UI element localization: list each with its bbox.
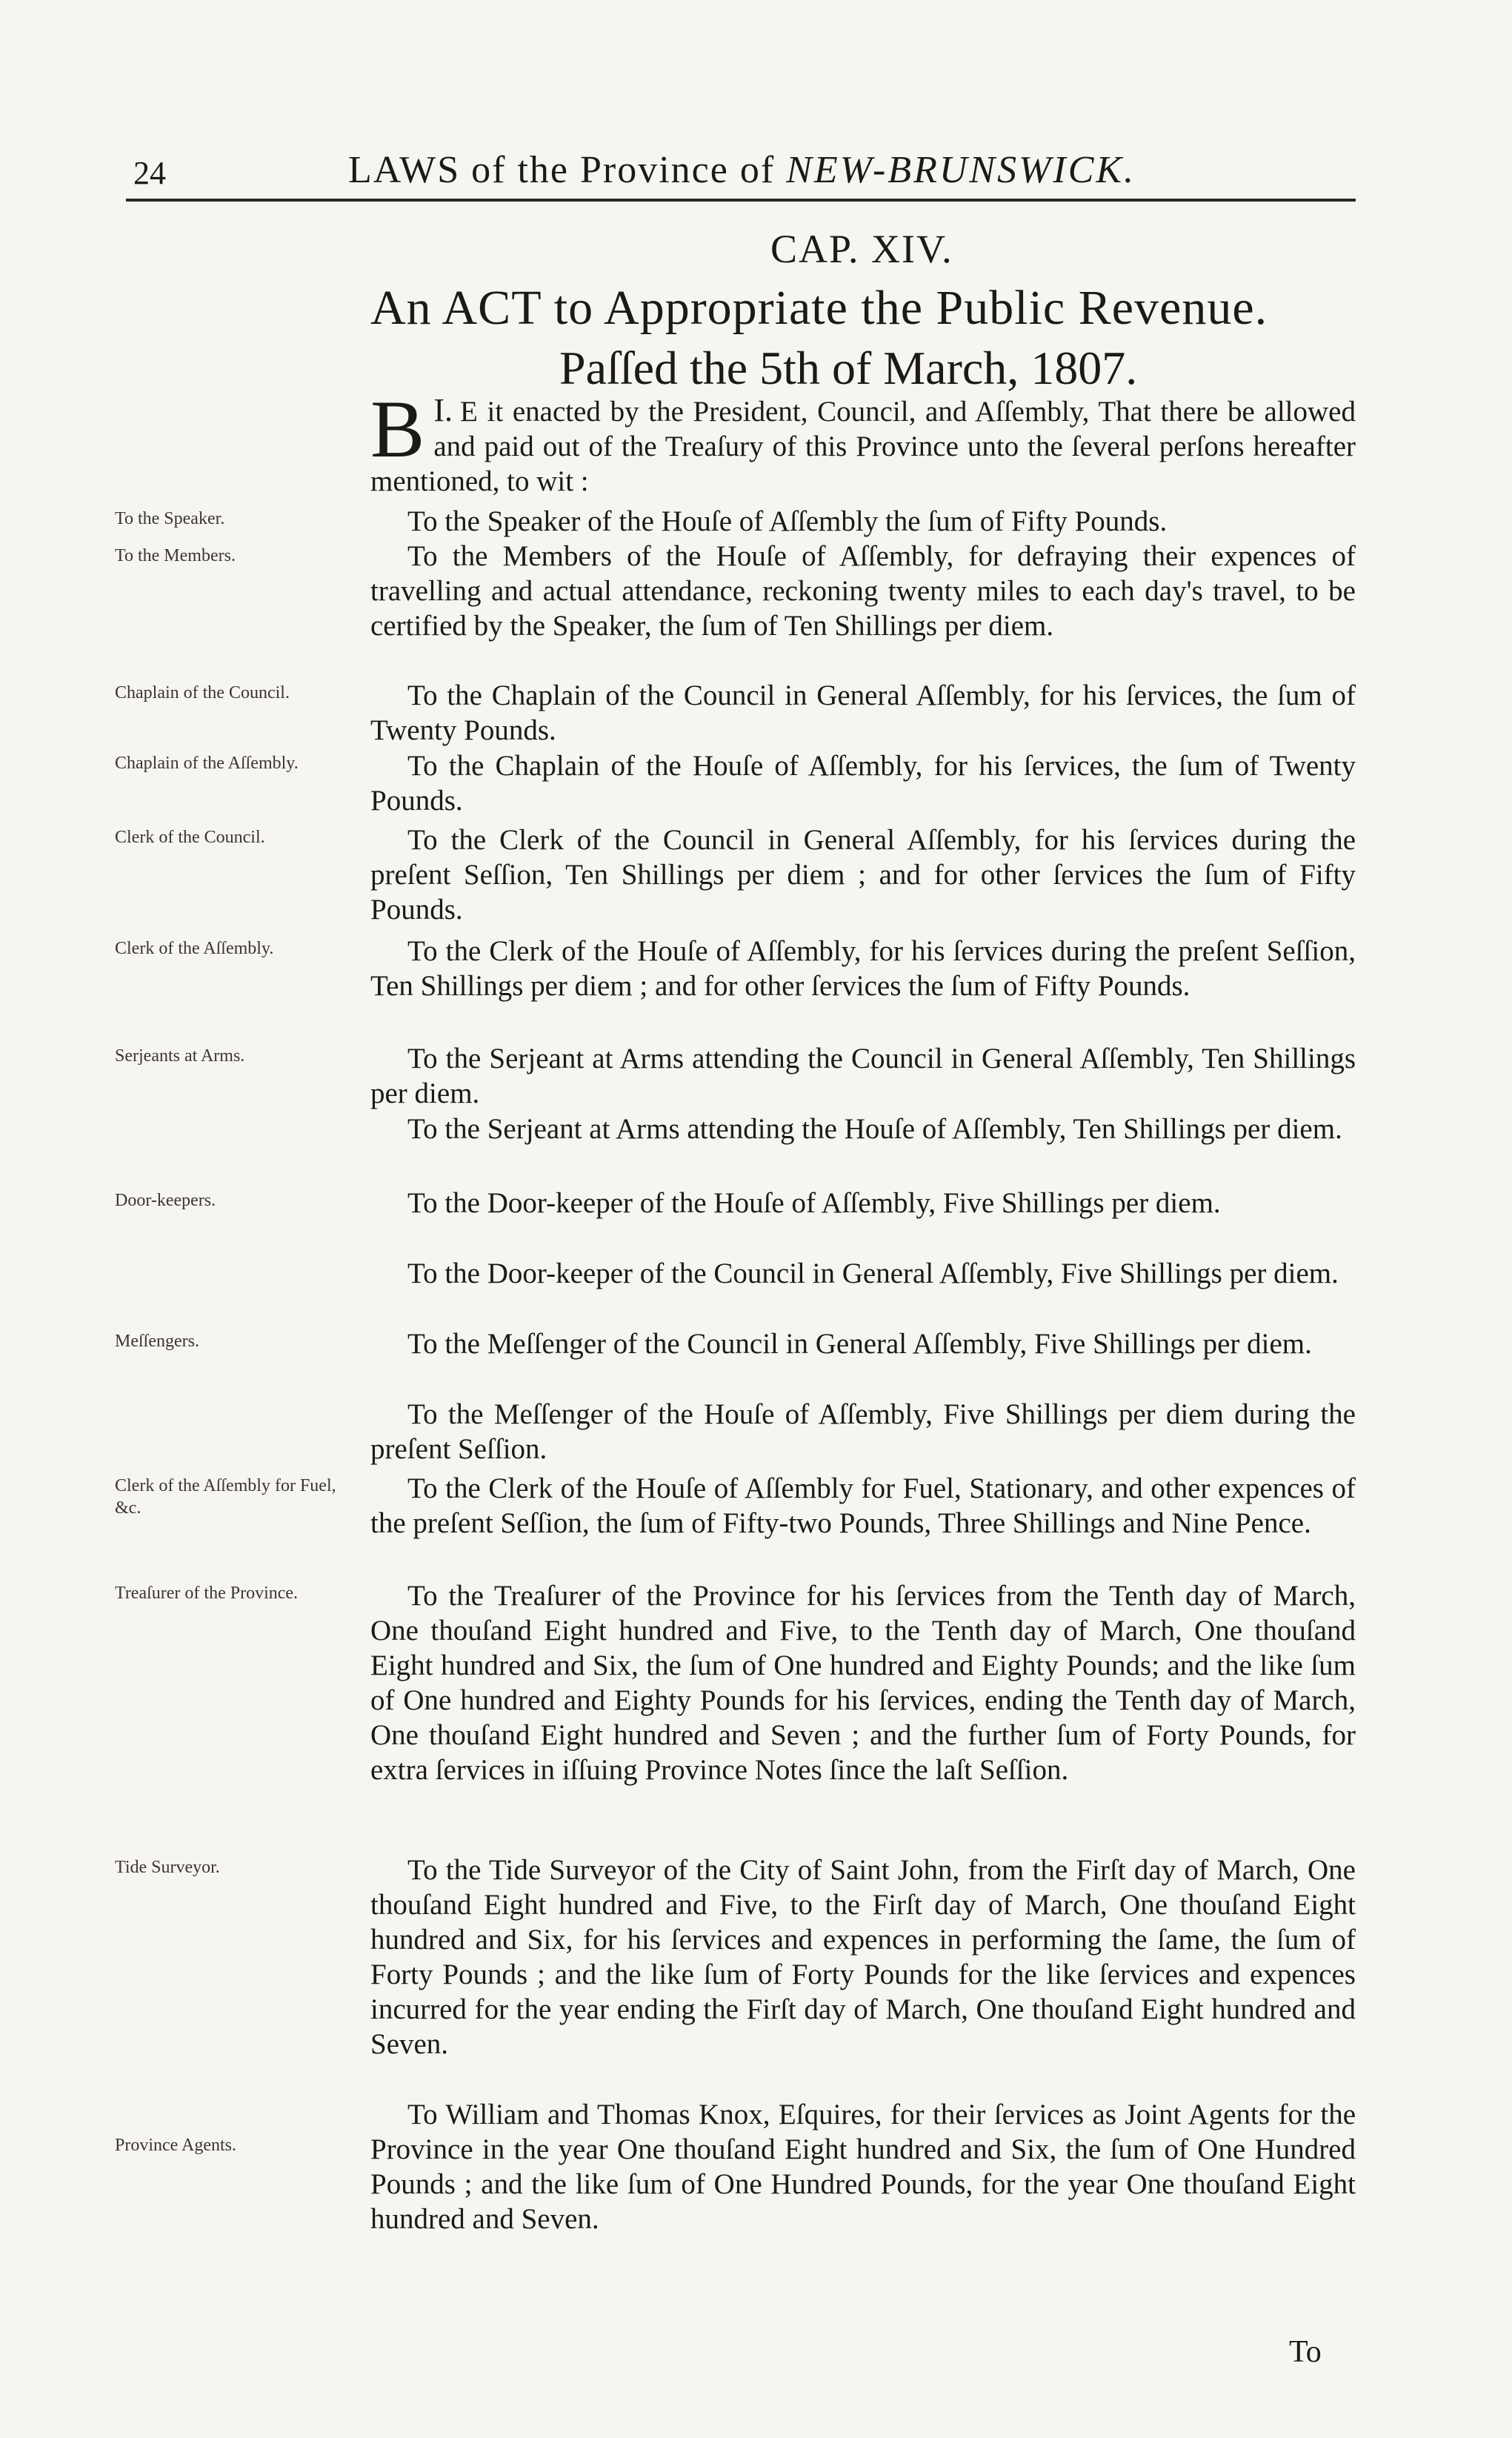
drop-cap: B bbox=[370, 384, 425, 474]
margin-note: Province Agents. bbox=[115, 2136, 236, 2155]
para-speaker bbox=[370, 504, 1356, 539]
paragraph-text: To William and Thomas Knox, Eſquires, for their ſervices as Joint Agents for the Province in the year One thouſand Eight hundred and Six, the ſum of One Hundred Pounds ; and the like ſum of One Hundred Pounds, for the year One thouſand Eight hundred and Seven. bbox=[370, 2099, 1356, 2235]
running-title bbox=[348, 148, 1136, 192]
para-chaplain-assembly bbox=[370, 748, 1356, 818]
para-doorkeeper-assembly bbox=[370, 1186, 1356, 1220]
para-serjeant-council bbox=[370, 1041, 1356, 1111]
para-messenger-assembly bbox=[370, 1397, 1356, 1467]
passed-date: Paſſed the 5th of March, 1807. bbox=[559, 342, 1138, 394]
catchword: To bbox=[1289, 2335, 1322, 2369]
paragraph-text: To the Chaplain of the Council in General Aſſembly, for his ſervices, the ſum of Twenty Pounds. bbox=[370, 680, 1356, 746]
margin-note: Chaplain of the Council. bbox=[115, 683, 290, 702]
margin-note: To the Speaker. bbox=[115, 509, 225, 528]
margin-note: Treaſurer of the Province. bbox=[115, 1584, 299, 1603]
paragraph-text: To the Tide Surveyor of the City of Saint John, from the Firſt day of March, One thouſand Eight hundred and Five, to the Firſt day of March, One thouſand Eight hundred and Six, for his ſervices and expences in performing the ſame, the ſum of Forty Pounds ; and the like ſum of Forty Pounds for the like ſervices and expences incurred for the year ending the Firſt day of March, One thouſand Eight hundred and Seven. bbox=[370, 1854, 1356, 2060]
paragraph-text: To the Speaker of the Houſe of Aſſembly the ſum of Fifty Pounds. bbox=[407, 505, 1168, 537]
section-numeral: I. bbox=[433, 392, 453, 428]
para-serjeant-assembly bbox=[370, 1112, 1356, 1146]
opening-paragraph bbox=[370, 384, 1356, 499]
margin-note: Serjeants at Arms. bbox=[115, 1046, 245, 1066]
para-province-agents bbox=[370, 2097, 1356, 2236]
margin-note: Door-keepers. bbox=[115, 1191, 216, 1210]
margin-note: Clerk of the Aſſembly. bbox=[115, 939, 274, 958]
paragraph-text: To the Serjeant at Arms attending the Houſe of Aſſembly, Ten Shillings per diem. bbox=[407, 1113, 1342, 1145]
paragraph-text: To the Members of the Houſe of Aſſembly, for defraying their expences of travelling and actual attendance, reckoning twenty miles to each day's travel, to be certified by the Speaker, the ſum of Ten Shillings per diem. bbox=[370, 540, 1356, 642]
paragraph-text: To the Serjeant at Arms attending the Council in General Aſſembly, Ten Shillings per diem. bbox=[370, 1043, 1356, 1109]
paragraph-text: To the Chaplain of the Houſe of Aſſembly, for his ſervices, the ſum of Twenty Pounds. bbox=[370, 750, 1356, 817]
margin-note: To the Members. bbox=[115, 546, 236, 565]
running-title-place: NEW-BRUNSWICK. bbox=[786, 149, 1136, 191]
header-rule bbox=[126, 199, 1356, 202]
running-title-text: LAWS of the Province of bbox=[348, 149, 776, 191]
paragraph-text: To the Meſſenger of the Houſe of Aſſembly, Five Shillings per diem during the preſent Seſſion. bbox=[370, 1398, 1356, 1465]
page-number: 24 bbox=[133, 155, 166, 191]
margin-note: Clerk of the Council. bbox=[115, 828, 265, 847]
paragraph-text: To the Clerk of the Council in General Aſſembly, for his ſervices during the preſent Seſſion, Ten Shillings per diem ; and for other ſervices the ſum of Fifty Pounds. bbox=[370, 824, 1356, 926]
paragraph-text: To the Clerk of the Houſe of Aſſembly for Fuel, Stationary, and other expences of the preſent Seſſion, the ſum of Fifty-two Pounds, Three Shillings and Nine Pence. bbox=[370, 1472, 1356, 1539]
margin-note: Chaplain of the Aſſembly. bbox=[115, 754, 299, 773]
para-clerk-council bbox=[370, 823, 1356, 927]
paragraph-text: To the Treaſurer of the Province for his ſervices from the Tenth day of March, One thouſand Eight hundred and Five, to the Tenth day of March, One thouſand Eight hundred and Six, the ſum of One hundred and Eighty Pounds; and the like ſum of One hundred and Eighty Pounds for his ſervices, ending the Tenth day of March, One thouſand Eight hundred and Seven ; and the further ſum of Forty Pounds, for extra ſervices in iſſuing Province Notes ſince the laſt Seſſion. bbox=[370, 1580, 1356, 1786]
para-clerk-assembly bbox=[370, 934, 1356, 1003]
paragraph-text: To the Meſſenger of the Council in General Aſſembly, Five Shillings per diem. bbox=[407, 1328, 1312, 1360]
para-fuel bbox=[370, 1471, 1356, 1541]
chapter-number: CAP. XIV. bbox=[770, 227, 953, 271]
paragraph-text: To the Door-keeper of the Council in General Aſſembly, Five Shillings per diem. bbox=[407, 1258, 1339, 1289]
margin-note: Clerk of the Aſſembly for Fuel, &c. bbox=[115, 1476, 336, 1518]
act-title: An ACT to Appropriate the Public Revenue. bbox=[370, 281, 1268, 335]
para-treasurer bbox=[370, 1578, 1356, 1787]
margin-note: Tide Surveyor. bbox=[115, 1858, 220, 1877]
paragraph-text: To the Clerk of the Houſe of Aſſembly, for his ſervices during the preſent Seſſion, Ten Shillings per diem ; and for other ſervices the ſum of Fifty Pounds. bbox=[370, 935, 1356, 1002]
para-doorkeeper-council bbox=[370, 1256, 1356, 1291]
para-chaplain-council bbox=[370, 678, 1356, 748]
opening-text: E it enacted by the President, Council, and Aſſembly, That there be allowed and paid out of the Treaſury of this Province unto the ſeveral perſons hereafter mentioned, to wit : bbox=[370, 396, 1356, 497]
paragraph-text: To the Door-keeper of the Houſe of Aſſembly, Five Shillings per diem. bbox=[407, 1187, 1221, 1219]
margin-note: Meſſengers. bbox=[115, 1332, 199, 1351]
para-messenger-council bbox=[370, 1326, 1356, 1361]
para-tide-surveyor bbox=[370, 1853, 1356, 2062]
para-members bbox=[370, 539, 1356, 643]
